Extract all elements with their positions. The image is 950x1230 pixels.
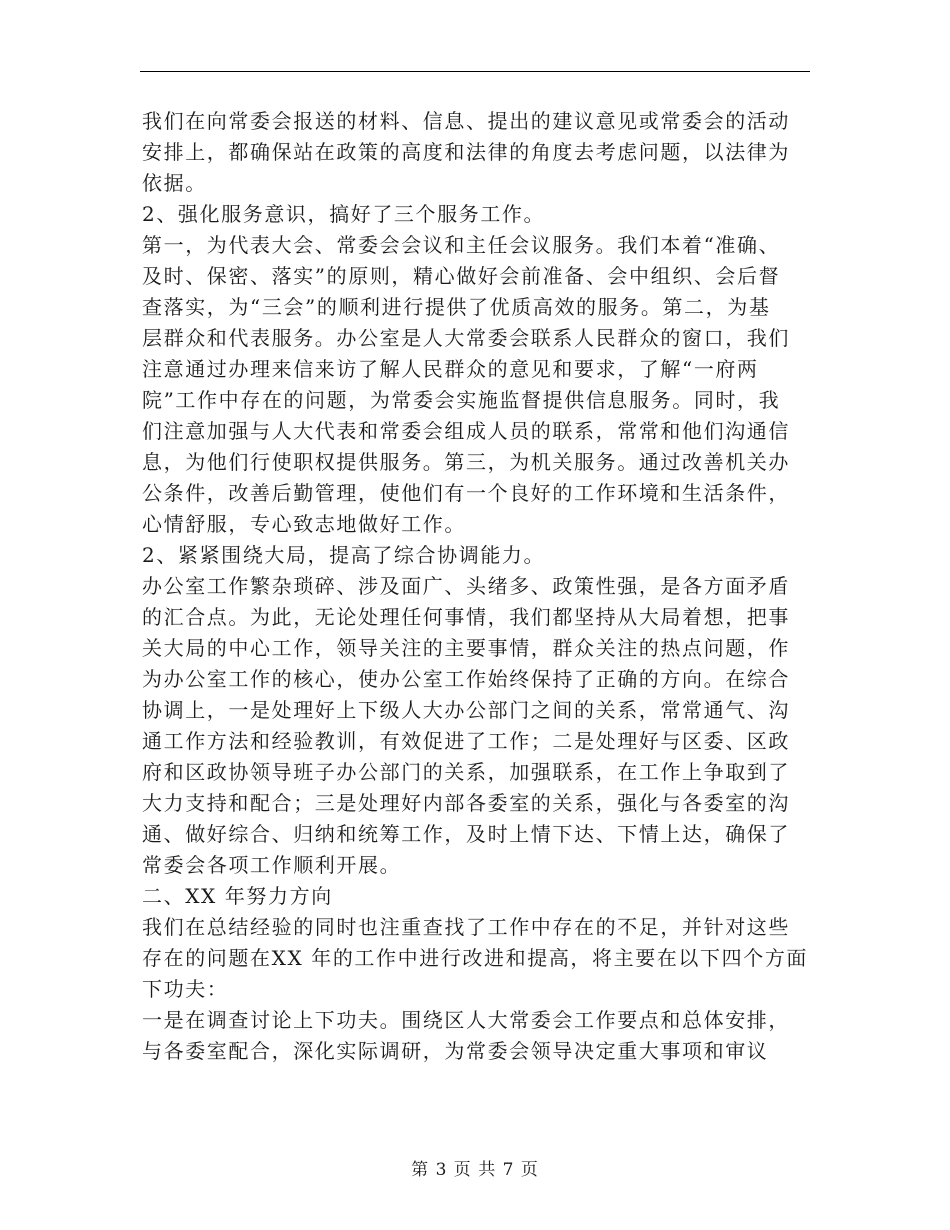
- text-line: 们注意加强与人大代表和常委会组成人员的联系，常常和他们沟通信: [142, 419, 790, 443]
- text-line: 第一，为代表大会、常委会会议和主任会议服务。我们本着“准确、: [142, 233, 781, 257]
- text-line: 为办公室工作的核心，使办公室工作始终保持了正确的方向。在综合: [142, 667, 790, 691]
- text-line: 府和区政协领导班子办公部门的关系，加强联系，在工作上争取到了: [142, 760, 790, 784]
- text-line: 办公室工作繁杂琐碎、涉及面广、头绪多、政策性强，是各方面矛盾: [142, 574, 790, 598]
- text-line: 及时、保密、落实”的原则，精心做好会前准备、会中组织、会后督: [142, 264, 781, 288]
- text-line: 层群众和代表服务。办公室是人大常委会联系人民群众的窗口，我们: [142, 326, 790, 350]
- text-line: 的汇合点。为此，无论处理任何事情，我们都坚持从大局着想，把事: [142, 605, 790, 629]
- body-text: [142, 106, 810, 1067]
- text-line: 公条件，改善后勤管理，使他们有一个良好的工作环境和生活条件，: [142, 481, 790, 505]
- section-heading: 2、强化服务意识，搞好了三个服务工作。: [142, 202, 546, 226]
- text-line: 依据。: [142, 171, 207, 195]
- text-line: 心情舒服，专心致志地做好工作。: [142, 512, 466, 536]
- text-line: 协调上，一是处理好上下级人大办公部门之间的关系，常常通气、沟: [142, 698, 790, 722]
- text-line: 注意通过办理来信来访了解人民群众的意见和要求，了解“一府两: [142, 357, 759, 381]
- section-heading: 2、紧紧围绕大局，提高了综合协调能力。: [142, 543, 546, 567]
- text-line: 常委会各项工作顺利开展。: [142, 853, 402, 877]
- page-number: 第 3 页 共 7 页: [411, 1160, 539, 1180]
- text-line: 息，为他们行使职权提供服务。第三，为机关服务。通过改善机关办: [142, 450, 790, 474]
- text-line: 存在的问题在XX 年的工作中进行改进和提高，将主要在以下四个方面: [142, 946, 809, 970]
- text-line: 一是在调查讨论上下功夫。围绕区人大常委会工作要点和总体安排，: [142, 1008, 790, 1032]
- text-line: 查落实，为“三会”的顺利进行提供了优质高效的服务。第二，为基: [142, 295, 771, 319]
- header-rule: [140, 71, 810, 72]
- text-line: 院”工作中存在的问题，为常委会实施监督提供信息服务。同时，我: [142, 388, 781, 412]
- text-line: 通工作方法和经验教训，有效促进了工作；二是处理好与区委、区政: [142, 729, 790, 753]
- text-line: 我们在向常委会报送的材料、信息、提出的建议意见或常委会的活动: [142, 109, 790, 133]
- text-line: 下功夫：: [142, 977, 229, 1001]
- text-line: 与各委室配合，深化实际调研，为常委会领导决定重大事项和审议: [142, 1039, 769, 1063]
- section-heading: 二、XX 年努力方向: [142, 884, 333, 908]
- text-line: 大力支持和配合；三是处理好内部各委室的关系，强化与各委室的沟: [142, 791, 790, 815]
- text-line: 我们在总结经验的同时也注重查找了工作中存在的不足，并针对这些: [142, 915, 790, 939]
- text-line: 关大局的中心工作，领导关注的主要事情，群众关注的热点问题，作: [142, 636, 790, 660]
- text-line: 安排上，都确保站在政策的高度和法律的角度去考虑问题，以法律为: [142, 140, 790, 164]
- text-line: 通、做好综合、归纳和统筹工作，及时上情下达、下情上达，确保了: [142, 822, 790, 846]
